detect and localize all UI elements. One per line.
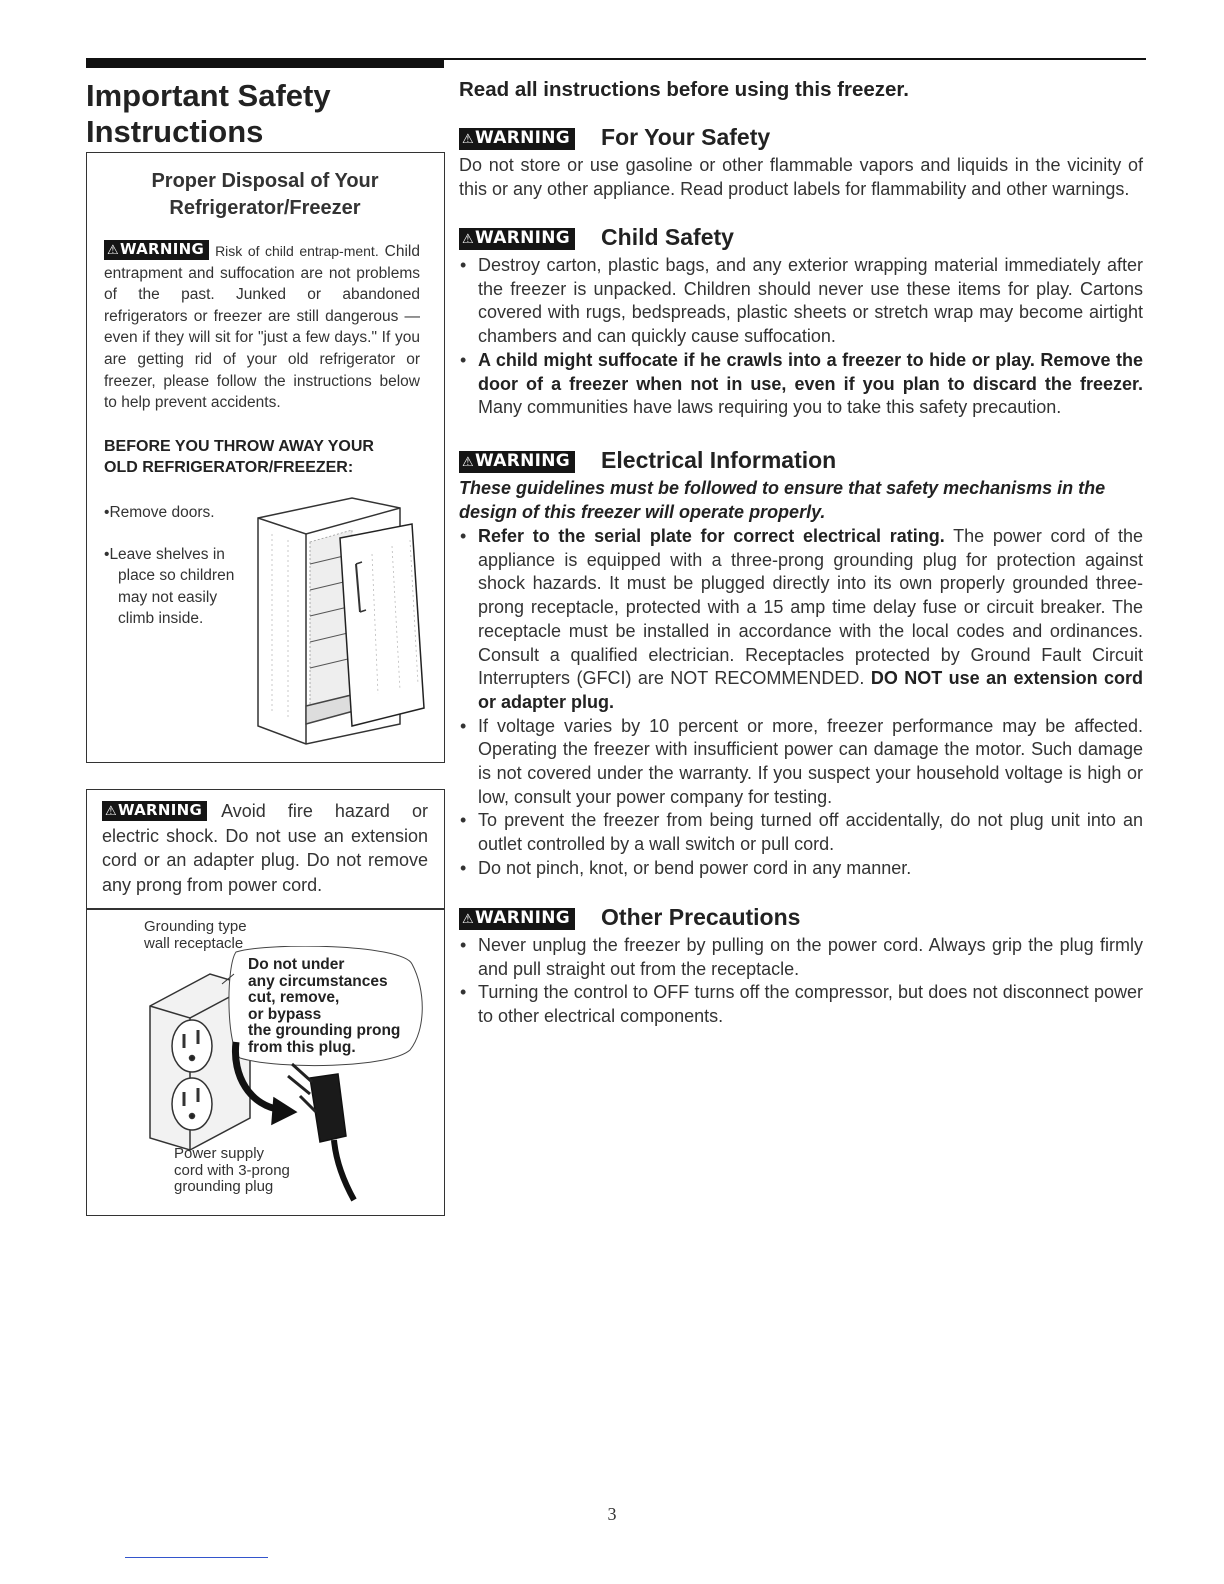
warning-badge: ⚠WARNING <box>459 228 575 250</box>
warning-triangle-icon: ⚠ <box>462 455 474 470</box>
list-item: • Turning the control to OFF turns off the compressor, but does not disconnect power to other electrical components. <box>459 981 1143 1028</box>
page-number: 3 <box>607 1504 617 1524</box>
footer-link-underline <box>125 1557 268 1558</box>
warning-triangle-icon: ⚠ <box>462 912 474 927</box>
header-rule-thin <box>444 58 1146 60</box>
power-cord-label: Power supply cord with 3-prong grounding plug <box>174 1145 290 1195</box>
list-item: • A child might suffocate if he crawls into a freezer to hide or play. Remove the door of a freezer when not in use, even if you plan to discard the freezer. Many communities have laws requiring you to take this safety precaution. <box>459 349 1143 420</box>
section-title-other-precautions: ⚠WARNING Other Precautions <box>459 904 1149 931</box>
section-title-your-safety: ⚠WARNING For Your Safety <box>459 124 1149 151</box>
warning-badge: ⚠WARNING <box>102 801 207 821</box>
shock-box-divider <box>86 908 445 910</box>
grounding-prong-callout: Do not under any circumstances cut, remove, or bypass the grounding prong from this plug. <box>248 956 401 1056</box>
your-safety-body: Do not store or use gasoline or other flammable vapors and liquids in the vicinity of this or any other appliance. Read product labels for flammability and other warnings. <box>459 155 1143 199</box>
warning-triangle-icon: ⚠ <box>107 243 119 258</box>
warning-triangle-icon: ⚠ <box>462 132 474 147</box>
receptacle-label: Grounding type wall receptacle <box>144 918 247 952</box>
disposal-bold-heading: BEFORE YOU THROW AWAY YOUR OLD REFRIGERATOR/FREEZER: <box>104 438 374 476</box>
disposal-steps <box>104 502 254 650</box>
disposal-box-title: Proper Disposal of Your Refrigerator/Freezer <box>151 170 379 219</box>
page-title: Important Safety Instructions <box>86 78 331 149</box>
child-safety-list <box>459 254 1143 420</box>
shock-warning-paragraph: ⚠WARNING Avoid fire hazard or electric shock. Do not use an extension cord or an adapter plug. Do not remove any prong from power cord. <box>102 801 428 895</box>
disposal-paragraph: ⚠WARNING Risk of child entrap-ment. Child entrapment and suffocation are not problems of the past. Junked or abandoned refrigerators or freezer are still dangerous — even if they will sit for "just a few days." If you are getting rid of your old refrigerator or freezer, please follow the instructions below to help prevent accidents. <box>104 240 420 412</box>
list-item: • Do not pinch, knot, or bend power cord in any manner. <box>459 857 1143 881</box>
list-item: •Leave shelves in place so children may not easily climb inside. <box>104 545 235 628</box>
list-item: • Refer to the serial plate for correct electrical rating. The power cord of the appliance is equipped with a three-prong grounding plug for protection against shock hazards. It must be plugged directly into its own properly grounded three-prong receptacle, protected with a 15 amp time delay fuse or circuit breaker. The receptacle must be installed in accordance with the local codes and ordinances. Consult a qualified electrician. Receptacles protected by Ground Fault Circuit Interrupters (GFCI) are NOT RECOMMENDED. DO NOT use an extension cord or adapter plug. <box>459 525 1143 715</box>
list-item: • If voltage varies by 10 percent or more, freezer performance may be affected. Operating the freezer with insufficient power can damage the motor. Such damage is not covered under the warranty. If you suspect your household voltage is high or low, consult your power company for testing. <box>459 715 1143 810</box>
warning-badge: ⚠WARNING <box>104 240 209 260</box>
list-item: •Remove doors. <box>104 504 215 521</box>
list-item: • To prevent the freezer from being turned off accidentally, do not plug unit into an outlet controlled by a wall switch or pull cord. <box>459 809 1143 856</box>
other-precautions-list <box>459 934 1143 1029</box>
read-instructions-heading: Read all instructions before using this freezer. <box>459 78 909 101</box>
warning-badge: ⚠WARNING <box>459 451 575 473</box>
list-item: • Destroy carton, plastic bags, and any exterior wrapping material immediately after the freezer is unpacked. Children should never use these items for play. Cartons covered with rugs, bedspreads, plastic sheets or stretch wrap may become airtight chambers and can quickly cause suffocation. <box>459 254 1143 349</box>
header-rule-thick <box>86 58 444 68</box>
warning-triangle-icon: ⚠ <box>105 804 117 819</box>
warning-triangle-icon: ⚠ <box>462 232 474 247</box>
electrical-list <box>459 525 1143 881</box>
section-title-child-safety: ⚠WARNING Child Safety <box>459 224 1149 251</box>
section-title-electrical: ⚠WARNING Electrical Information <box>459 447 1149 474</box>
list-item: • Never unplug the freezer by pulling on the power cord. Always grip the plug firmly and pull straight out from the receptacle. <box>459 934 1143 981</box>
electrical-intro: These guidelines must be followed to ensure that safety mechanisms in the design of this freezer will operate properly. <box>459 478 1106 522</box>
warning-badge: ⚠WARNING <box>459 128 575 150</box>
warning-badge: ⚠WARNING <box>459 908 575 930</box>
freezer-illustration <box>252 494 432 746</box>
